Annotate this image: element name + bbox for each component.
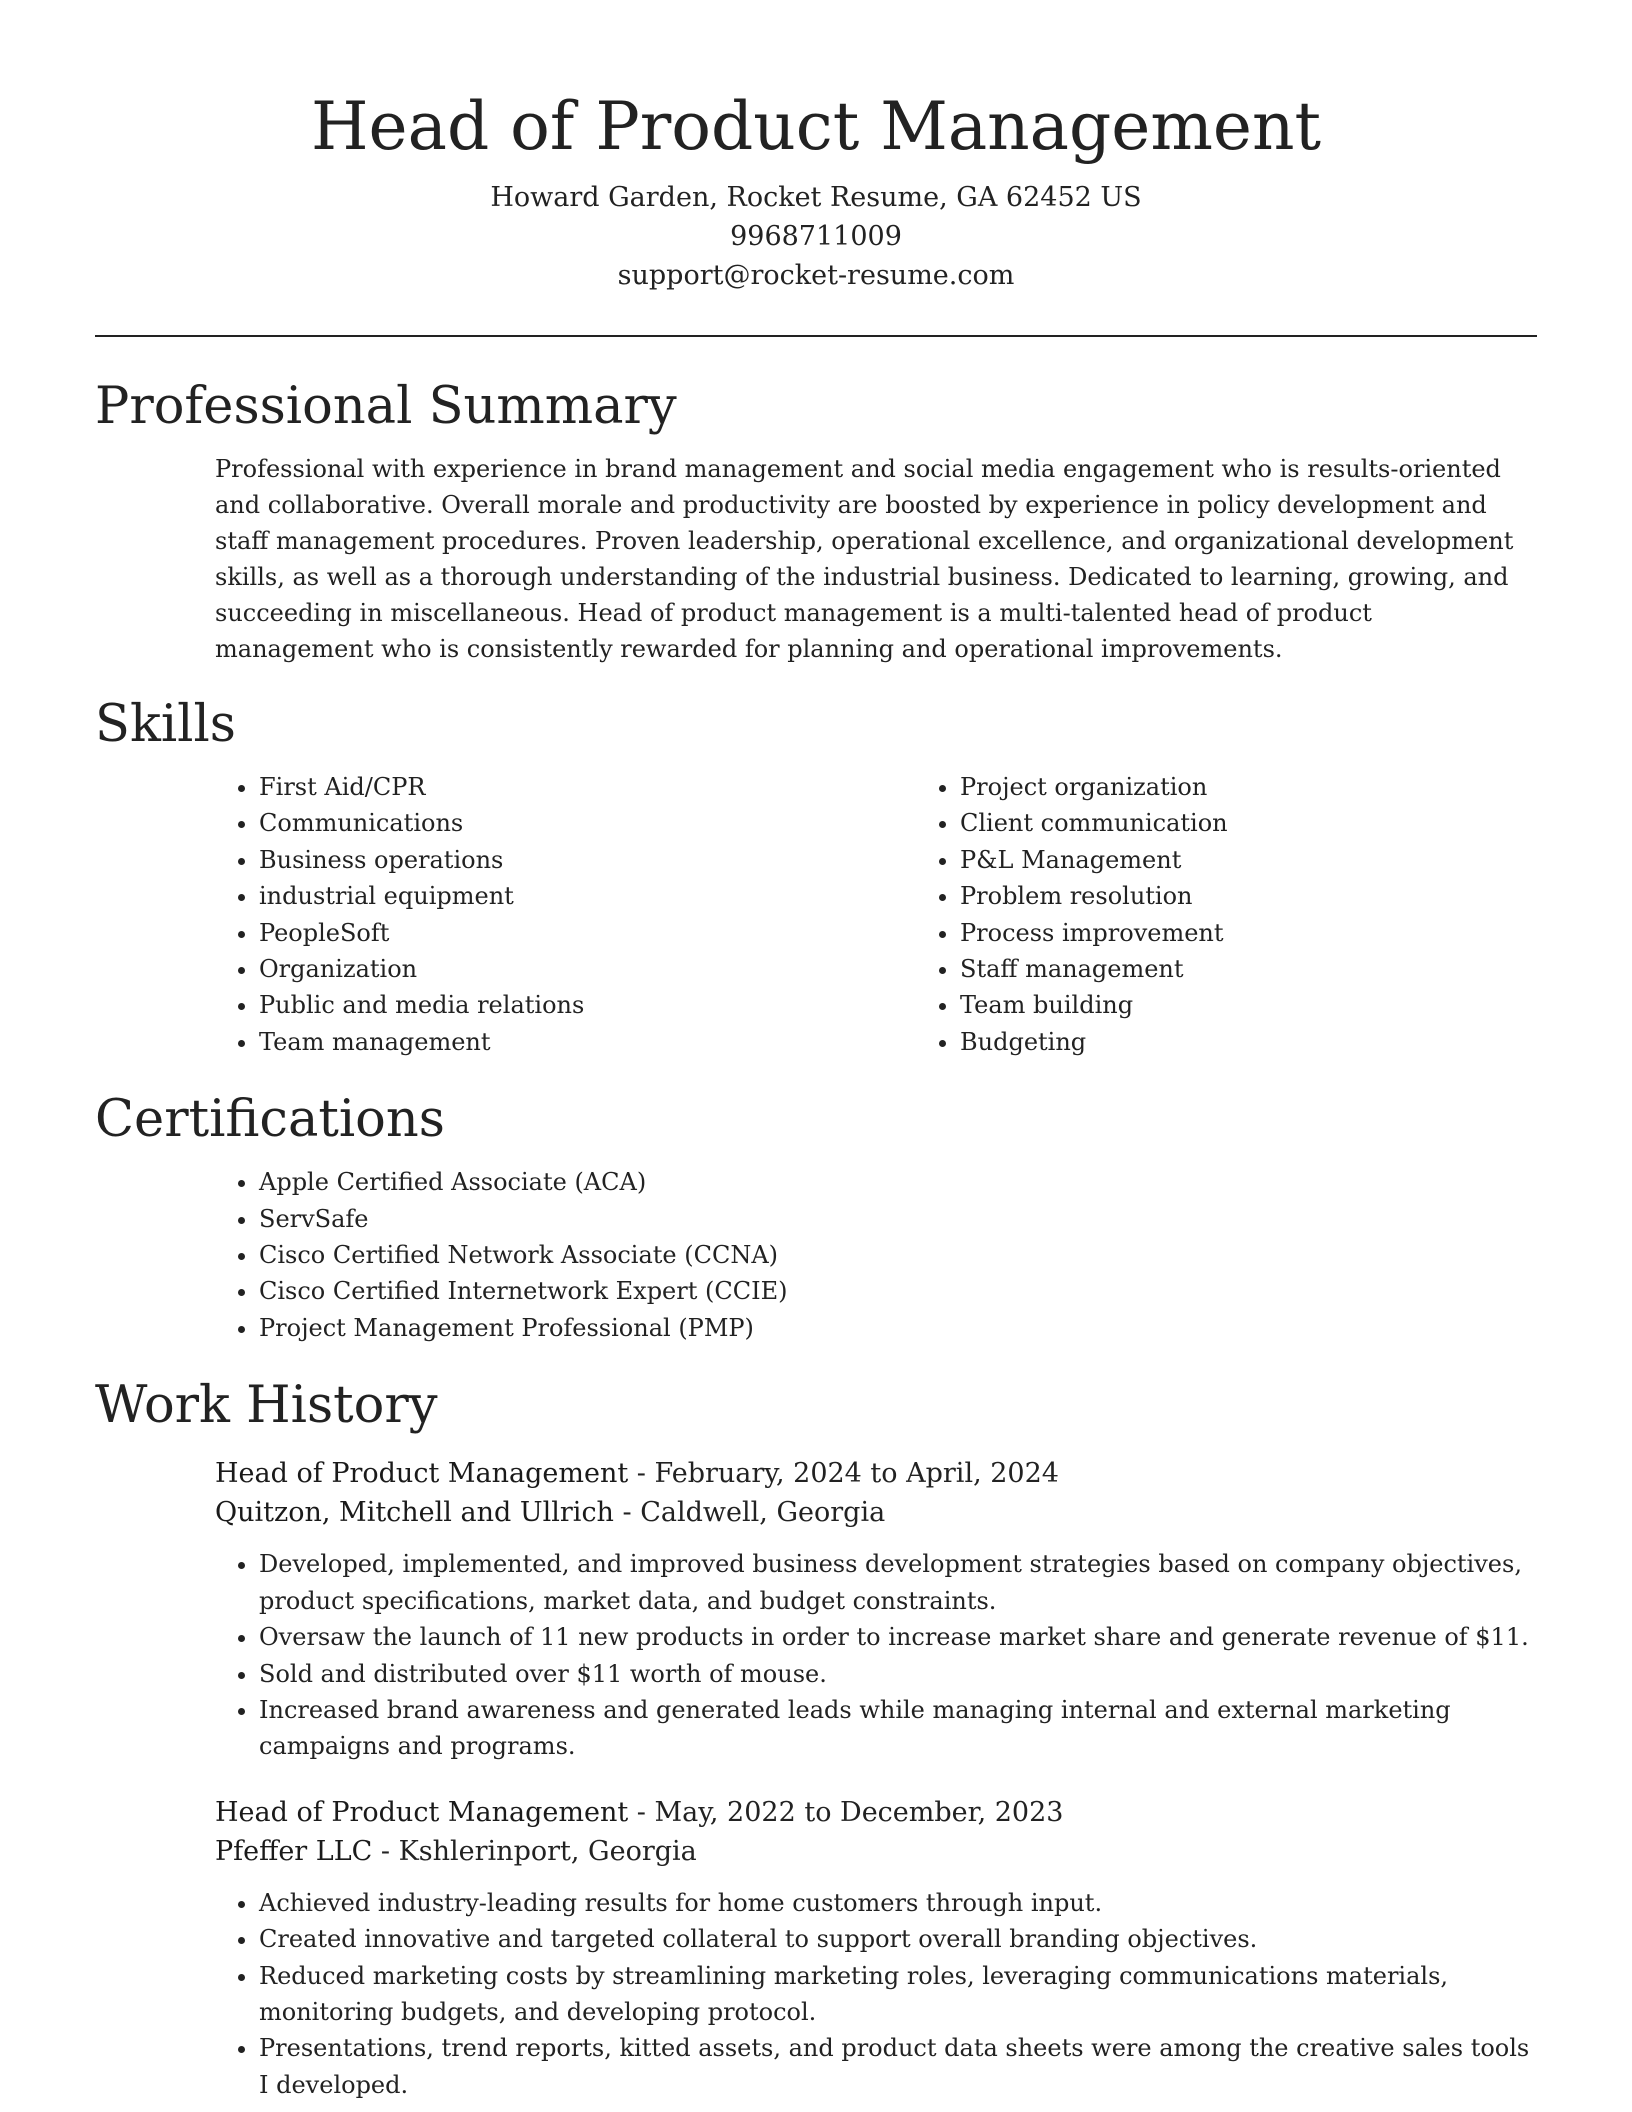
certifications-title: Certifications [95, 1090, 445, 1150]
certifications-list [95, 1164, 1537, 1346]
job-bullet: • Reduced marketing costs by streamlining marketing roles, leveraging communications materials, monitoring budgets, and developing protocol. [259, 1958, 1537, 2031]
skill-item: • First Aid/CPR [259, 769, 910, 805]
work-history-section [95, 1376, 1537, 2103]
job-bullet: • Sold and distributed over $11 worth of mouse. [259, 1656, 1537, 1692]
skill-item: • P&L Management [960, 842, 1228, 878]
summary-title: Professional Summary [95, 377, 677, 436]
certification-item: • Cisco Certified Network Associate (CCNA) [259, 1237, 1537, 1273]
skill-item: • Team management [259, 1024, 910, 1060]
job-title-line [215, 1793, 1537, 1832]
skill-item: • Client communication [960, 805, 1228, 841]
job-entry [215, 1793, 1537, 2103]
skills-list-right [960, 769, 1228, 1060]
job-bullets [215, 1885, 1537, 2103]
job-title: Head of Product Management [215, 1796, 629, 1828]
skill-item: • Communications [259, 805, 910, 841]
certification-item: • Cisco Certified Internetwork Expert (CCIE) [259, 1273, 1537, 1309]
skill-item: • Public and media relations [259, 987, 910, 1023]
job-bullet: • Increased brand awareness and generated leads while managing internal and external marketing campaigns and programs. [259, 1692, 1537, 1765]
skill-item: • PeopleSoft [259, 915, 910, 951]
skills-list-left [95, 769, 910, 1060]
job-bullet: • Achieved industry-leading results for home customers through input. [259, 1885, 1537, 1921]
skill-item: • Business operations [259, 842, 910, 878]
contact-address: Howard Garden, Rocket Resume, GA 62452 US [490, 182, 1142, 213]
job-bullets [215, 1546, 1537, 1764]
skill-item: • Budgeting [960, 1024, 1228, 1060]
contact-phone: 9968711009 [730, 221, 902, 252]
summary-section [95, 377, 1537, 667]
skills-columns [95, 769, 1537, 1060]
title-separator: - [628, 1796, 655, 1828]
job-entry [215, 1454, 1537, 1764]
work-history-title: Work History [95, 1376, 438, 1436]
resume-header [95, 0, 1537, 295]
job-bullet: • Oversaw the launch of 11 new products in order to increase market share and generate revenue of $11. [259, 1619, 1537, 1655]
job-title-line [215, 1454, 1537, 1493]
skill-item: • Process improvement [960, 915, 1228, 951]
resume-name: Head of Product Management [310, 88, 1321, 165]
skill-item: • Team building [960, 987, 1228, 1023]
company-separator: - [372, 1835, 399, 1867]
header-divider [95, 335, 1537, 337]
skills-column-right [910, 769, 1228, 1060]
job-company-line [215, 1832, 1537, 1871]
company-separator: - [613, 1497, 641, 1529]
job-dates: February, 2024 to April, 2024 [654, 1458, 1059, 1490]
job-bullet: • Presentations, trend reports, kitted assets, and product data sheets were among the creative sales tools I developed. [259, 2030, 1537, 2103]
job-company: Pfeffer LLC [215, 1835, 373, 1867]
job-title: Head of Product Management [215, 1458, 629, 1490]
job-dates: May, 2022 to December, 2023 [654, 1796, 1064, 1828]
job-company: Quitzon, Mitchell and Ullrich [215, 1497, 614, 1529]
job-bullet: • Developed, implemented, and improved business development strategies based on company objectives, product specifications, market data, and budget constraints. [259, 1546, 1537, 1619]
contact-block [95, 178, 1537, 295]
skill-item: • Project organization [960, 769, 1228, 805]
job-location: Caldwell, Georgia [640, 1497, 886, 1529]
skills-section [95, 695, 1537, 1060]
title-separator: - [628, 1458, 655, 1490]
summary-text: Professional with experience in brand management and social media engagement who is results-oriented and collaborative. Overall morale and productivity are boosted by experience in policy development and staff management procedures. Proven leadership, operational excellence, and organizational development skills, as well as a thorough understanding of the industrial business. Dedicated to learning, growing, and succeeding in miscellaneous. Head of product management is a multi-talented head of product management who is consistently rewarded for planning and operational improvements. [215, 455, 1514, 663]
certifications-section [95, 1090, 1537, 1346]
skills-column-left [95, 769, 910, 1060]
skill-item: • industrial equipment [259, 878, 910, 914]
job-location: Kshlerinport, Georgia [398, 1835, 697, 1867]
contact-email: support@rocket-resume.com [617, 260, 1015, 291]
skill-item: • Staff management [960, 951, 1228, 987]
skill-item: • Organization [259, 951, 910, 987]
skill-item: • Problem resolution [960, 878, 1228, 914]
skills-title: Skills [95, 695, 236, 754]
job-bullet: • Created innovative and targeted collateral to support overall branding objectives. [259, 1921, 1537, 1957]
certification-item: • Apple Certified Associate (ACA) [259, 1164, 1537, 1200]
certification-item: • Project Management Professional (PMP) [259, 1310, 1537, 1346]
job-company-line [215, 1493, 1537, 1532]
certification-item: • ServSafe [259, 1201, 1537, 1237]
